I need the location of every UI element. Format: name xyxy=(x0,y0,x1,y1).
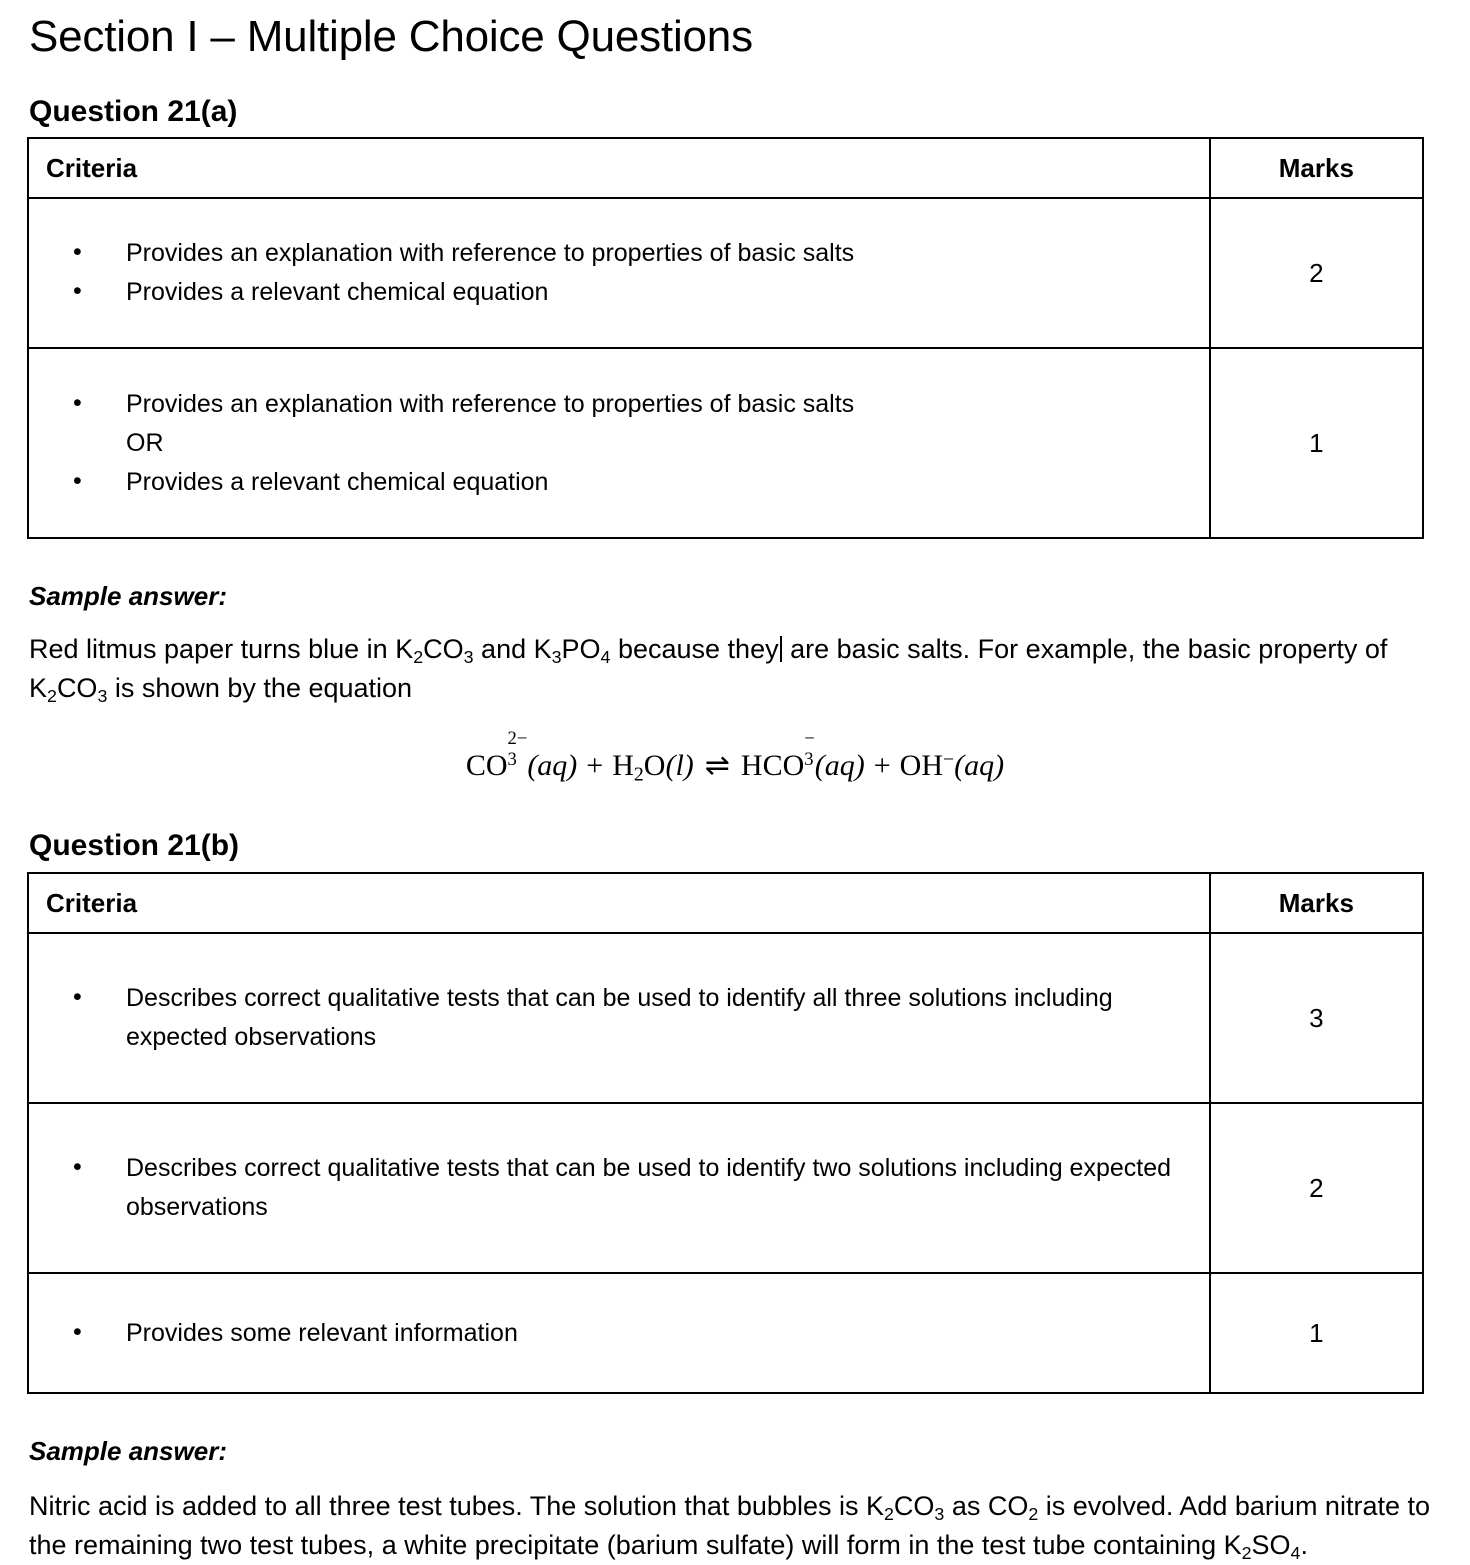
subscript: 3 xyxy=(463,647,474,668)
plus-operator: + xyxy=(873,749,891,783)
table-row xyxy=(28,348,1423,538)
column-header-criteria: Criteria xyxy=(28,873,1210,933)
column-header-marks: Marks xyxy=(1210,138,1423,198)
question-heading-21b: Question 21(b) xyxy=(29,829,240,863)
text-fragment: SO xyxy=(1251,1530,1291,1561)
equation-text: H xyxy=(612,749,634,783)
criteria-cell xyxy=(28,198,1210,348)
page-title: Section I – Multiple Choice Questions xyxy=(29,12,753,61)
text-fragment: CO xyxy=(893,1491,935,1522)
subscript: 3 xyxy=(934,1504,945,1525)
plus-operator: + xyxy=(586,749,604,783)
subscript: 3 xyxy=(551,647,562,668)
list-item: • Provides a relevant chemical equation xyxy=(29,273,1195,312)
table-header-row xyxy=(28,138,1423,198)
criteria-cell xyxy=(28,348,1210,538)
subscript: 3 xyxy=(804,748,814,770)
text-fragment: are basic salts. For example, the basic property of K xyxy=(29,634,1388,704)
chemical-equation-21a xyxy=(0,708,1470,786)
superscript: − xyxy=(804,728,815,750)
list-item: • Provides an explanation with reference to properties of basic salts xyxy=(29,234,1195,273)
state-symbol: (aq) xyxy=(954,749,1005,783)
sample-answer-label-21b: Sample answer: xyxy=(29,1436,227,1467)
subscript: 2 xyxy=(883,1504,894,1525)
text-fragment: is shown by the equation xyxy=(107,673,413,704)
equation-term-hydroxide xyxy=(900,749,1004,782)
table-row xyxy=(28,198,1423,348)
state-symbol: (aq) xyxy=(814,749,865,783)
list-item-or: OR xyxy=(126,428,164,457)
subscript: 3 xyxy=(507,748,517,770)
marks-cell: 2 xyxy=(1210,1103,1423,1273)
equilibrium-arrow-icon: ⇌ xyxy=(704,749,730,783)
criteria-cell xyxy=(28,1103,1210,1273)
equation-term-carbonate xyxy=(465,728,578,783)
text-fragment: PO xyxy=(561,634,601,665)
text-fragment: as CO xyxy=(944,1491,1029,1522)
list-item: • Provides some relevant information xyxy=(29,1314,1195,1353)
text-fragment: Red litmus paper turns blue in K xyxy=(29,634,414,665)
text-fragment: Nitric acid is added to all three test tubes. The solution that bubbles is K xyxy=(29,1491,884,1522)
superscript: − xyxy=(943,748,955,771)
text-fragment: CO xyxy=(423,634,464,665)
table-row xyxy=(28,1273,1423,1393)
column-header-criteria: Criteria xyxy=(28,138,1210,198)
subscript: 2 xyxy=(47,686,57,707)
column-header-marks: Marks xyxy=(1210,873,1423,933)
table-row xyxy=(28,1103,1423,1273)
text-fragment: because they xyxy=(610,634,779,665)
criteria-cell xyxy=(28,933,1210,1103)
subscript: 4 xyxy=(600,647,611,668)
criteria-cell xyxy=(28,1273,1210,1393)
criteria-list xyxy=(29,1314,1195,1353)
criteria-list xyxy=(29,385,1195,501)
subscript: 3 xyxy=(97,686,108,707)
state-symbol: (l) xyxy=(665,749,694,783)
criteria-list xyxy=(29,1149,1195,1227)
equation-term-bicarbonate xyxy=(740,728,865,783)
criteria-list xyxy=(29,979,1195,1057)
charge-stack xyxy=(804,728,815,779)
sample-answer-text-21b xyxy=(0,1467,1470,1565)
subscript: 2 xyxy=(633,763,644,786)
table-row xyxy=(28,933,1423,1103)
list-item: • Provides an explanation with reference to properties of basic salts xyxy=(29,385,1195,424)
criteria-table-21a xyxy=(27,137,1424,539)
criteria-table-21b xyxy=(27,872,1424,1394)
sample-answer-text-21a xyxy=(0,612,1470,708)
subscript: 2 xyxy=(1241,1543,1252,1564)
sample-answer-label-21a: Sample answer: xyxy=(29,581,227,612)
state-symbol: (aq) xyxy=(527,749,578,783)
marks-cell: 3 xyxy=(1210,933,1423,1103)
text-fragment: CO xyxy=(56,673,98,704)
marks-cell: 2 xyxy=(1210,198,1423,348)
equation-text: OH xyxy=(899,749,944,783)
marks-cell: 1 xyxy=(1210,1273,1423,1393)
list-item: • Provides a relevant chemical equation xyxy=(29,463,1195,502)
superscript: 2− xyxy=(507,728,528,750)
list-item: • Describes correct qualitative tests that can be used to identify all three solutions including expected observations xyxy=(29,979,1195,1057)
subscript: 4 xyxy=(1290,1543,1301,1564)
text-fragment: is evolved. Add barium nitrate to the remaining two test tubes, a white precipitate (barium sulfate) will form in the test tube containing K xyxy=(29,1491,1430,1561)
equation-text: CO xyxy=(465,749,508,783)
subscript: 2 xyxy=(413,647,424,668)
table-header-row xyxy=(28,873,1423,933)
equation-term-water xyxy=(612,749,694,786)
list-item: • Describes correct qualitative tests that can be used to identify two solutions including expected observations xyxy=(29,1149,1195,1227)
criteria-list xyxy=(29,234,1195,312)
question-heading-21a: Question 21(a) xyxy=(29,95,238,129)
text-cursor-caret xyxy=(780,636,782,662)
marks-cell: 1 xyxy=(1210,348,1423,538)
text-fragment: and K xyxy=(473,634,552,665)
subscript: 2 xyxy=(1028,1504,1039,1525)
text-fragment: . xyxy=(1300,1530,1308,1561)
equation-text: O xyxy=(643,749,666,783)
charge-stack xyxy=(507,728,528,779)
equation-text: HCO xyxy=(740,749,805,783)
